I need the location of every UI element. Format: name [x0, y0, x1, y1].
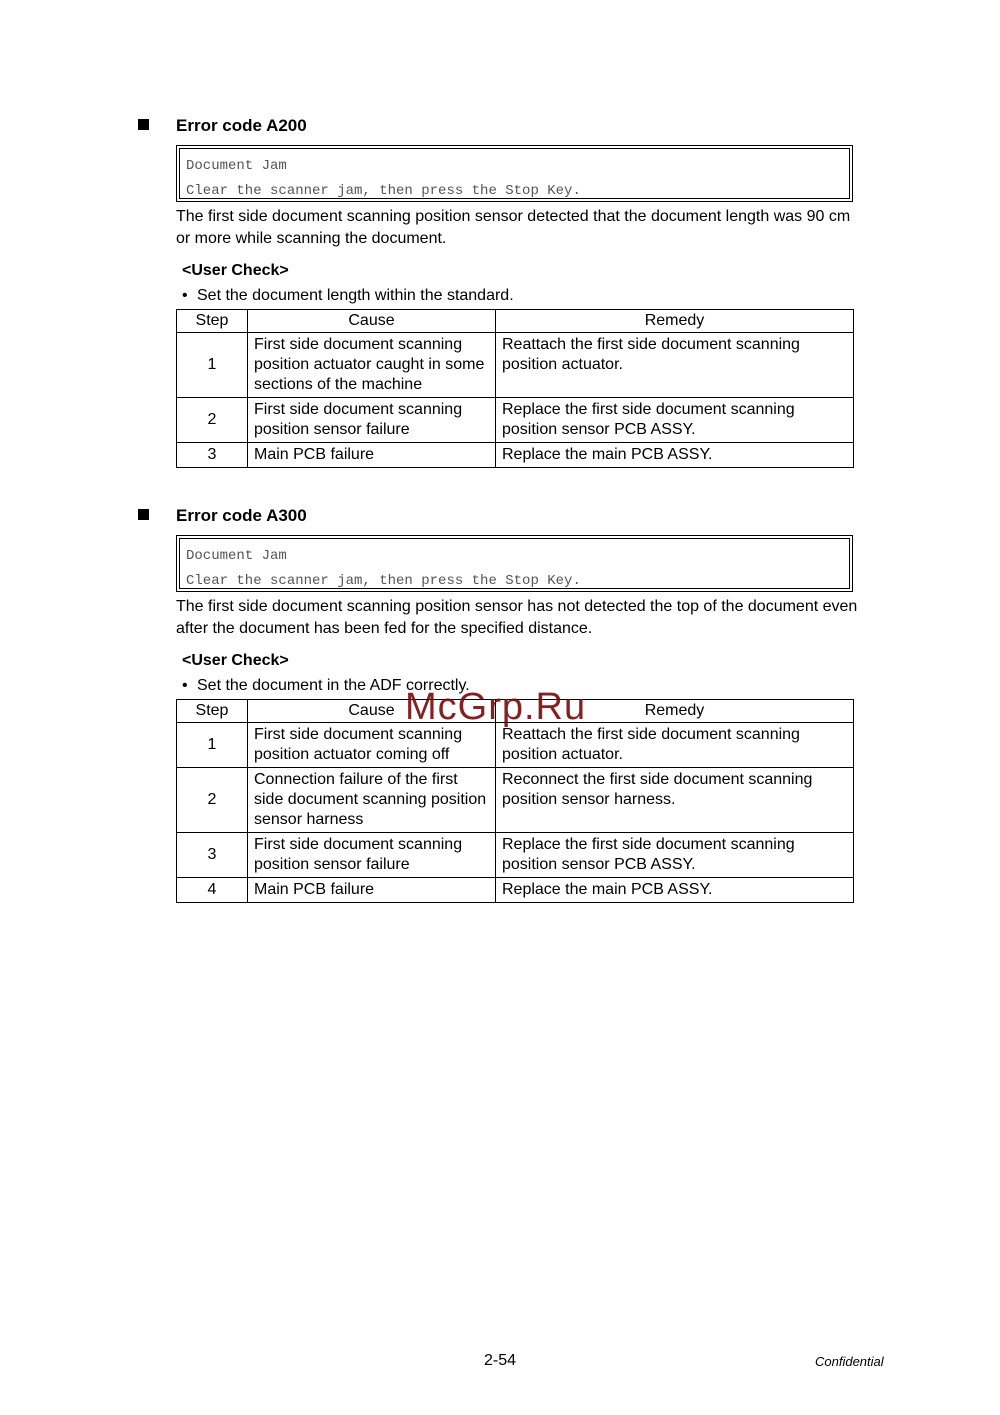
column-header: Remedy	[496, 700, 854, 723]
cause-cell: First side document scanning position actuator coming off	[248, 723, 496, 768]
square-bullet-icon	[138, 119, 149, 130]
watermark: McGrp.Ru	[405, 686, 587, 728]
lcd-line: Document Jam	[186, 158, 287, 174]
section-heading: Error code A200	[138, 115, 307, 137]
step-cell: 2	[177, 768, 248, 833]
bullet-icon: •	[182, 677, 188, 694]
square-bullet-icon	[138, 509, 149, 520]
section-heading: Error code A300	[138, 505, 307, 527]
remedy-cell: Reattach the first side document scanning position actuator.	[496, 723, 854, 768]
table-row	[177, 833, 854, 878]
step-cell: 3	[177, 443, 248, 468]
cause-cell: First side document scanning position sensor failure	[248, 833, 496, 878]
cause-cell: Main PCB failure	[248, 878, 496, 903]
user-check-item: • Set the document in the ADF correctly.	[182, 675, 470, 697]
column-header: Step	[177, 310, 248, 333]
lcd-line: Clear the scanner jam, then press the Stop Key.	[186, 573, 581, 589]
table-row	[177, 443, 854, 468]
column-header: Remedy	[496, 310, 854, 333]
error-description: The first side document scanning position sensor has not detected the top of the document even after the document has been fed for the specified distance.	[176, 598, 858, 637]
cause-cell: First side document scanning position actuator caught in some sections of the machine	[248, 333, 496, 398]
step-cell: 4	[177, 878, 248, 903]
lcd-message-box	[176, 145, 853, 202]
user-check-title: <User Check>	[182, 262, 289, 279]
step-cell: 1	[177, 723, 248, 768]
column-header: Cause	[248, 310, 496, 333]
column-header: Step	[177, 700, 248, 723]
lcd-line: Clear the scanner jam, then press the Stop Key.	[186, 183, 581, 199]
cause-cell: Main PCB failure	[248, 443, 496, 468]
table-row	[177, 723, 854, 768]
cause-cell: Connection failure of the first side document scanning position sensor harness	[248, 768, 496, 833]
cause-cell: First side document scanning position sensor failure	[248, 398, 496, 443]
remedy-cell: Replace the first side document scanning position sensor PCB ASSY.	[496, 833, 854, 878]
remedy-cell: Reattach the first side document scanning position actuator.	[496, 333, 854, 398]
table-row	[177, 398, 854, 443]
step-cell: 3	[177, 833, 248, 878]
remedy-cell: Replace the main PCB ASSY.	[496, 443, 854, 468]
troubleshooting-table	[176, 309, 854, 468]
step-cell: 1	[177, 333, 248, 398]
remedy-cell: Replace the first side document scanning position sensor PCB ASSY.	[496, 398, 854, 443]
remedy-cell: Replace the main PCB ASSY.	[496, 878, 854, 903]
table-header-row	[177, 310, 854, 333]
step-cell: 2	[177, 398, 248, 443]
bullet-icon: •	[182, 287, 188, 304]
table-row	[177, 333, 854, 398]
table-row	[177, 768, 854, 833]
column-header: Cause	[248, 700, 496, 723]
table-row	[177, 878, 854, 903]
troubleshooting-table	[176, 699, 854, 903]
remedy-cell: Reconnect the first side document scanning position sensor harness.	[496, 768, 854, 833]
user-check-title: <User Check>	[182, 652, 289, 669]
lcd-line: Document Jam	[186, 548, 287, 564]
user-check-item: • Set the document length within the standard.	[182, 285, 514, 307]
page-number: 2-54	[483, 1352, 517, 1369]
confidential-label: Confidential	[815, 1354, 884, 1369]
error-description: The first side document scanning position sensor detected that the document length was 90 cm or more while scanning the document.	[176, 208, 851, 247]
lcd-message-box	[176, 535, 853, 592]
